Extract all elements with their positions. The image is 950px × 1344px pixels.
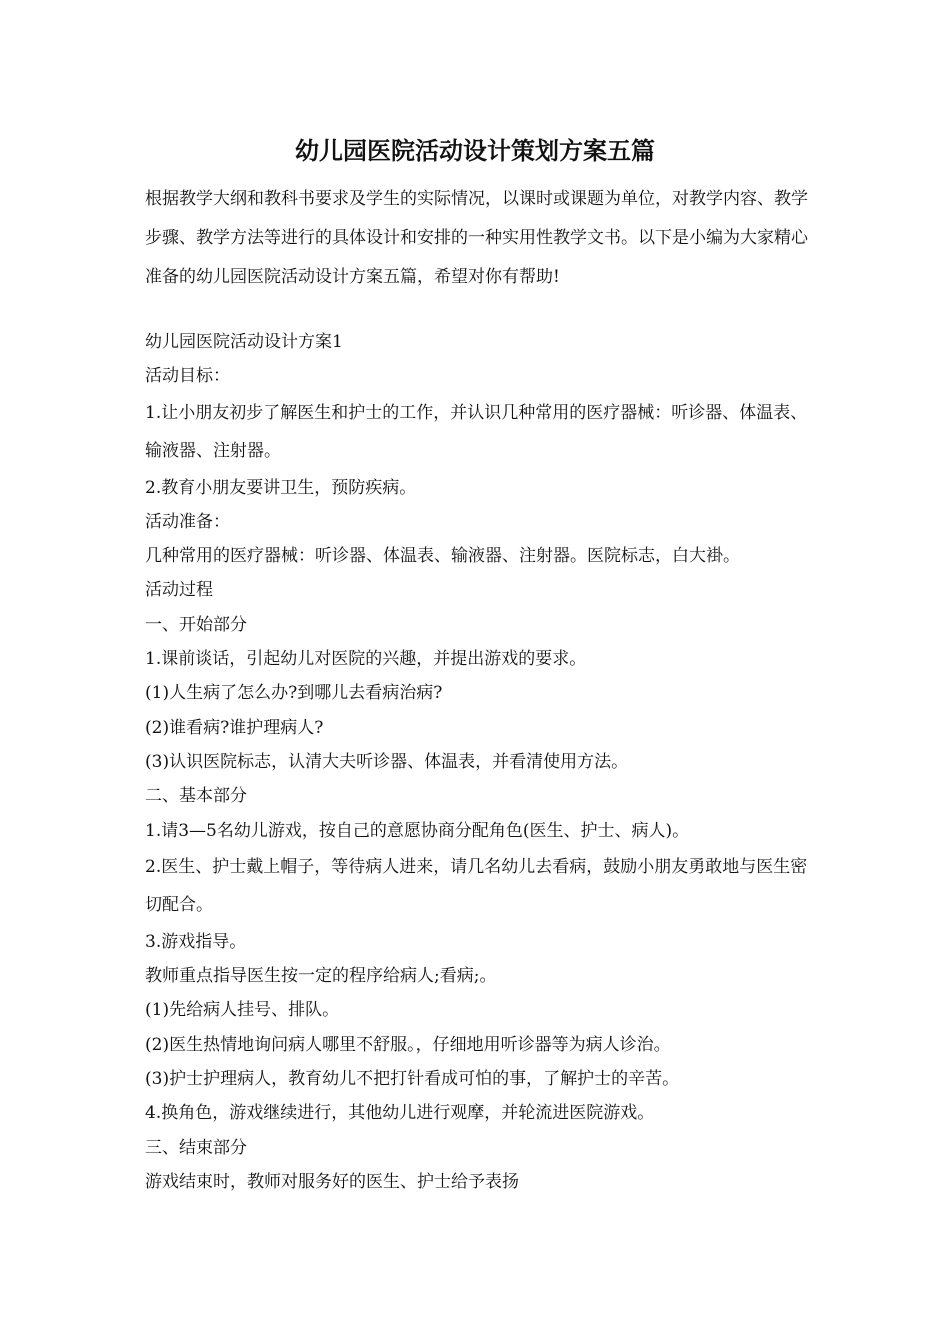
body-line: 1.课前谈话，引起幼儿对医院的兴趣，并提出游戏的要求。 (145, 649, 587, 670)
body-line: 几种常用的医疗器械：听诊器、体温表、输液器、注射器。医院标志，白大褂。 (145, 546, 740, 567)
body-line: 教师重点指导医生按一定的程序给病人;看病;。 (145, 966, 497, 987)
subheading: 三、结束部分 (145, 1137, 247, 1158)
document-body (145, 325, 815, 1199)
body-line: (3)护士护理病人，教育幼儿不把打针看成可怕的事，了解护士的辛苦。 (145, 1069, 680, 1090)
body-line: 4.换角色，游戏继续进行，其他幼儿进行观摩，并轮流进医院游戏。 (145, 1103, 655, 1124)
document-title: 幼儿园医院活动设计策划方案五篇 (295, 136, 655, 165)
body-paragraph: 1.让小朋友初步了解医生和护士的工作，并认识几种常用的医疗器械：听诊器、体温表、输液器、注射器。 (145, 402, 808, 462)
section-heading: 幼儿园医院活动设计方案1 (145, 332, 343, 352)
body-paragraph: 2.医生、护士戴上帽子，等待病人进来，请几名幼儿去看病，鼓励小朋友勇敢地与医生密切配合。 (145, 856, 808, 916)
subheading: 活动过程 (145, 580, 213, 601)
subheading: 活动目标： (145, 366, 230, 387)
subheading: 二、基本部分 (145, 786, 247, 807)
body-line: (1)先给病人挂号、排队。 (145, 1000, 340, 1021)
body-line: (2)谁看病?谁护理病人? (145, 717, 324, 738)
subheading: 一、开始部分 (145, 614, 247, 635)
intro-paragraph: 根据教学大纲和教科书要求及学生的实际情况，以课时或课题为单位，对教学内容、教学步骤、教学方法等进行的具体设计和安排的一种实用性教学文书。以下是小编为大家精心准备的幼儿园医院活动设计方案五篇，希望对你有帮助! (145, 189, 808, 287)
body-line: 游戏结束时，教师对服务好的医生、护士给予表扬 (145, 1171, 519, 1192)
subheading: 活动准备： (145, 511, 230, 532)
body-line: 3.游戏指导。 (145, 931, 247, 952)
body-line: 2.教育小朋友要讲卫生，预防疾病。 (145, 477, 417, 498)
body-line: 1.请3—5名幼儿游戏，按自己的意愿协商分配角色(医生、护士、病人)。 (145, 820, 690, 841)
body-line: (3)认识医院标志，认清大夫听诊器、体温表，并看清使用方法。 (145, 751, 629, 772)
body-line: (1)人生病了怎么办?到哪儿去看病治病? (145, 683, 443, 704)
body-line: (2)医生热情地询问病人哪里不舒服。，仔细地用听诊器等为病人诊治。 (145, 1034, 671, 1055)
